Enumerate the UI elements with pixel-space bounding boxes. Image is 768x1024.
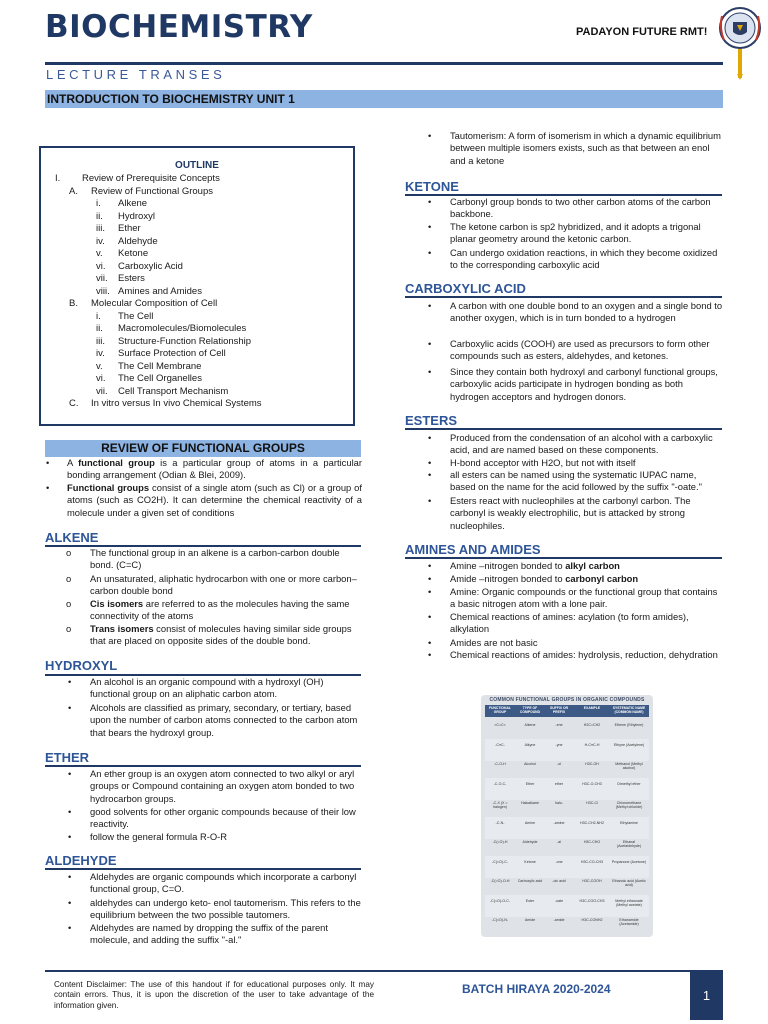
table-cell-group: -C-O-H — [494, 762, 506, 766]
outline-box — [39, 146, 355, 426]
alkene-bullet: o Trans isomers consist of molecules having similar side groups that are placed on opposite sides of the double bond. — [66, 623, 352, 647]
functional-groups-table-image — [481, 695, 653, 937]
outline-item: vii. Esters — [96, 273, 145, 284]
review-section-title: REVIEW OF FUNCTIONAL GROUPS — [45, 440, 361, 457]
table-cell-name: Ethanamide (Acetamide) — [619, 918, 639, 927]
table-cell-example: H3C-CHO — [583, 840, 601, 844]
amines-amides-heading: AMINES AND AMIDES — [405, 542, 541, 557]
table-cell-example: H-C≡C-H — [584, 742, 600, 747]
table-cell-type: Amine — [524, 820, 536, 825]
table-cell-suffix: -yne — [555, 742, 563, 747]
tagline: PADAYON FUTURE RMT! — [576, 26, 708, 38]
table-cell-group: -C(=O)-O-H — [490, 879, 510, 883]
hydroxyl-bullet: • Alcohols are classified as primary, secondary, or tertiary, based upon the number of carbon atoms connected to the carbon atom that bears the hydroxyl group. — [68, 702, 358, 738]
table-cell-suffix: halo- — [555, 801, 563, 805]
alkene-bullet: o An unsaturated, aliphatic hydrocarbon with one or more carbon–carbon double bond — [66, 573, 357, 597]
amines-bullet: • Amide –nitrogen bonded to carbonyl carbon — [428, 573, 639, 584]
table-cell-type: Amide — [524, 918, 536, 922]
table-header-cell: EXAMPLE — [583, 706, 601, 710]
table-header-cell: SYSTEMATIC NAME (COMMON NAME) — [612, 706, 646, 715]
section-rule — [405, 557, 722, 559]
section-rule — [45, 868, 361, 870]
section-subtitle: LECTURE TRANSES — [46, 67, 226, 82]
outline-title: OUTLINE — [175, 160, 219, 171]
review-bullet: • A functional group is a particular group of atoms in a particular bonding arrangement (Odian & Blei, 2009). — [46, 457, 362, 481]
outline-item: i. Alkene — [96, 198, 148, 209]
hydroxyl-bullet: • An alcohol is an organic compound with a hydroxyl (OH) functional group on an aliphatic carbon atom. — [68, 676, 324, 700]
content-disclaimer: Content Disclaimer: The use of this handout if for educational purposes only. It may contain errors. Thus, it is upon the discretion of the user to take advantage of the information given. — [54, 980, 374, 1010]
table-cell-group: -C(=O)-O-C- — [489, 898, 511, 903]
table-cell-name: Methyl ethanoate (Methyl acetate) — [615, 898, 643, 907]
table-cell-example: H3C-Cl — [586, 801, 598, 805]
outline-item: v. The Cell Membrane — [96, 361, 202, 372]
outline-item: iv. Surface Protection of Cell — [96, 348, 226, 359]
outline-item: v. Ketone — [96, 248, 149, 259]
outline-item: I. Review of Prerequisite Concepts — [55, 173, 220, 184]
footer-rule — [45, 970, 723, 972]
document-title: BIOCHEMISTRY — [45, 9, 313, 45]
table-cell-group: -C-N- — [495, 820, 505, 825]
table-cell-type: Ketone — [524, 859, 536, 864]
table-cell-type: Haloalkane — [521, 801, 539, 805]
alkene-heading: ALKENE — [45, 530, 99, 545]
outline-item: ii. Macromolecules/Biomolecules — [96, 323, 247, 334]
amines-bullet: • Amine: Organic compounds or the functional group that contains a basic nitrogen atom with a lone pair. — [428, 586, 718, 610]
tautomerism-bullet: • Tautomerism: A form of isomerism in which a dynamic equilibrium between multiple isomers exists, such as that between an enol and a ketone — [428, 130, 721, 166]
table-cell-name: Ethanoic acid (Acetic acid) — [612, 879, 646, 888]
header-rule — [45, 62, 723, 65]
table-cell-type: Aldehyde — [522, 840, 538, 844]
table-cell-group: -C(=O)-H — [492, 840, 508, 844]
ether-bullet: • follow the general formula R-O-R — [68, 831, 228, 842]
table-cell-type: Ester — [525, 898, 535, 903]
table-header-cell: SUFFIX OR PREFIX — [549, 706, 569, 715]
table-row — [485, 914, 649, 936]
outline-item: vii. Cell Transport Mechanism — [96, 386, 229, 397]
table-header-cell: FUNCTIONAL GROUP — [488, 706, 512, 715]
table-cell-name: Methanol (Methyl alcohol) — [615, 762, 643, 771]
batch-label: BATCH HIRAYA 2020-2024 — [462, 982, 611, 996]
table-cell-name: Chloromethane (Methyl chloride) — [615, 801, 643, 810]
esters-bullet: • H-bond acceptor with H2O, but not with itself — [428, 457, 636, 468]
ketone-bullet: • The ketone carbon is sp2 hybridized, and it adopts a trigonal planar geometry around the ketonic carbon. — [428, 221, 701, 245]
section-rule — [405, 296, 722, 298]
ether-heading: ETHER — [45, 750, 90, 765]
table-cell-suffix: -al — [557, 840, 561, 844]
ketone-heading: KETONE — [405, 179, 459, 194]
table-cell-example: H3C-COOH — [582, 879, 602, 883]
table-cell-type: Alcohol — [524, 762, 536, 766]
carboxylic-acid-heading: CARBOXYLIC ACID — [405, 281, 526, 296]
review-bullet: • Functional groups consist of a single atom (such as Cl) or a group of atoms (such as CO2H). It can determine the chemical reactivity of a molecule under a given set of conditions — [46, 482, 362, 518]
table-cell-name: Ethene (Ethylene) — [614, 723, 644, 727]
table-cell-group: >C=C< — [494, 723, 506, 727]
table-cell-example: H3C-CONH2 — [581, 918, 603, 922]
hydroxyl-heading: HYDROXYL — [45, 658, 118, 673]
ether-bullet: • good solvents for other organic compounds because of their low reactivity. — [68, 806, 356, 830]
table-cell-group: -C-O-C- — [493, 781, 507, 786]
table-cell-type: Alkene — [524, 723, 536, 727]
table-cell-example: H2C=CH2 — [583, 723, 601, 727]
amines-bullet: • Chemical reactions of amines: acylation (to form amides), alkylation — [428, 611, 689, 635]
section-rule — [45, 765, 361, 767]
table-cell-suffix: -ol — [557, 762, 561, 766]
table-cell-suffix: -amide — [553, 918, 565, 922]
table-cell-example: H3C-OH — [585, 762, 599, 766]
aldehyde-bullet: • aldehydes can undergo keto- enol tautomerism. This refers to the equilibrium between the two possible tautomers. — [68, 897, 361, 921]
esters-bullet: • all esters can be named using the systematic IUPAC name, based on the name for the acid followed by the suffix "-oate." — [428, 469, 702, 493]
aldehyde-heading: ALDEHYDE — [45, 853, 117, 868]
course-title-bar: INTRODUCTION TO BIOCHEMISTRY UNIT 1 — [45, 90, 723, 108]
table-cell-type: Ether — [525, 781, 535, 786]
esters-bullet: • Esters react with nucleophiles at the carbonyl carbon. The carbonyl is weakly electrophilic, but is attacked by strong nucleophiles. — [428, 495, 691, 531]
table-cell-name: Ethyne (Acetylene) — [613, 742, 645, 747]
outline-item: B. Molecular Composition of Cell — [69, 298, 218, 309]
table-title: COMMON FUNCTIONAL GROUPS IN ORGANIC COMPOUNDS — [489, 697, 645, 703]
outline-item: ii. Hydroxyl — [96, 211, 155, 222]
outline-item: viii. Amines and Amides — [96, 286, 202, 297]
table-cell-type: Alkyne — [524, 742, 536, 747]
table-cell-suffix: -ene — [555, 723, 563, 727]
table-header-cell: TYPE OF COMPOUND — [519, 706, 541, 715]
amines-bullet: • Chemical reactions of amides: hydrolysis, reduction, dehydration — [428, 649, 718, 660]
outline-item: vi. Carboxylic Acid — [96, 261, 183, 272]
table-cell-suffix: -oic acid — [552, 879, 566, 883]
outline-item: i. The Cell — [96, 311, 154, 322]
table-cell-example: H3C-CH2-NH2 — [580, 820, 604, 825]
outline-item: C. In vitro versus In vivo Chemical Systems — [69, 398, 262, 409]
table-cell-suffix: -oate — [554, 898, 564, 903]
table-cell-example: H3C-O-CH3 — [582, 781, 602, 786]
ether-bullet: • An ether group is an oxygen atom connected to two alkyl or aryl groups or Compound containing an oxygen atom bonded to two hydrocarbon groups. — [68, 768, 355, 804]
alkene-bullet: o The functional group in an alkene is a carbon-carbon double bond. (C=C) — [66, 547, 340, 571]
outline-item: iii. Structure-Function Relationship — [96, 336, 252, 347]
carboxylic-acid-bullet: • Carboxylic acids (COOH) are used as precursors to form other compounds such as esters, aldehydes, and ketones. — [428, 338, 710, 362]
table-header — [485, 705, 649, 717]
amines-bullet: • Amides are not basic — [428, 637, 538, 648]
school-emblem-logo — [716, 4, 764, 80]
table-cell-example: H3C-COO-CH3 — [579, 898, 605, 903]
table-cell-group: -C(=O)-C- — [491, 859, 509, 864]
outline-item: iii. Ether — [96, 223, 141, 234]
table-cell-name: Ethanal (Acetaldehyde) — [616, 840, 642, 849]
outline-item: iv. Aldehyde — [96, 236, 158, 247]
esters-heading: ESTERS — [405, 413, 458, 428]
table-cell-group: -C(=O)-N- — [491, 918, 509, 922]
carboxylic-acid-bullet: • Since they contain both hydroxyl and carbonyl functional groups, carboxylic acids participate in hydrogen bonding as both hydrogen acceptors and hydrogen donors. — [428, 366, 718, 402]
ketone-bullet: • Carbonyl group bonds to two other carbon atoms of the carbon backbone. — [428, 196, 711, 220]
amines-bullet: • Amine –nitrogen bonded to alkyl carbon — [428, 560, 620, 571]
esters-bullet: • Produced from the condensation of an alcohol with a carboxylic acid, and are named based on these components. — [428, 432, 713, 456]
table-cell-suffix: ether — [554, 781, 564, 786]
alkene-bullet: o Cis isomers are referred to as the molecules having the same connectivity of the atoms — [66, 598, 350, 622]
section-rule — [405, 428, 722, 430]
aldehyde-bullet: • Aldehydes are organic compounds which incorporate a carbonyl functional group, C=O. — [68, 871, 357, 895]
page-number: 1 — [690, 972, 723, 1020]
outline-item: A. Review of Functional Groups — [69, 186, 213, 197]
aldehyde-bullet: • Aldehydes are named by dropping the suffix of the parent molecule, and adding the suffix "-al." — [68, 922, 329, 946]
table-cell-name: Propanone (Acetone) — [611, 859, 647, 864]
ketone-bullet: • Can undergo oxidation reactions, in which they become oxidized to the corresponding carboxylic acid — [428, 247, 718, 271]
outline-item: vi. The Cell Organelles — [96, 373, 202, 384]
table-cell-suffix: -amine — [553, 820, 565, 825]
table-cell-suffix: -one — [555, 859, 563, 864]
table-cell-group: -C≡C- — [495, 742, 505, 747]
table-cell-type: Carboxylic acid — [517, 879, 543, 883]
table-cell-name: Ethylamine — [620, 820, 638, 825]
carboxylic-acid-bullet: • A carbon with one double bond to an oxygen and a single bond to another oxygen, which is in turn bonded to a hydrogen — [428, 300, 723, 324]
table-cell-example: H3C-CO-CH3 — [580, 859, 604, 864]
table-cell-group: -C-X (X = halogen) — [492, 801, 508, 810]
table-cell-name: Dimethyl ether — [617, 781, 641, 786]
